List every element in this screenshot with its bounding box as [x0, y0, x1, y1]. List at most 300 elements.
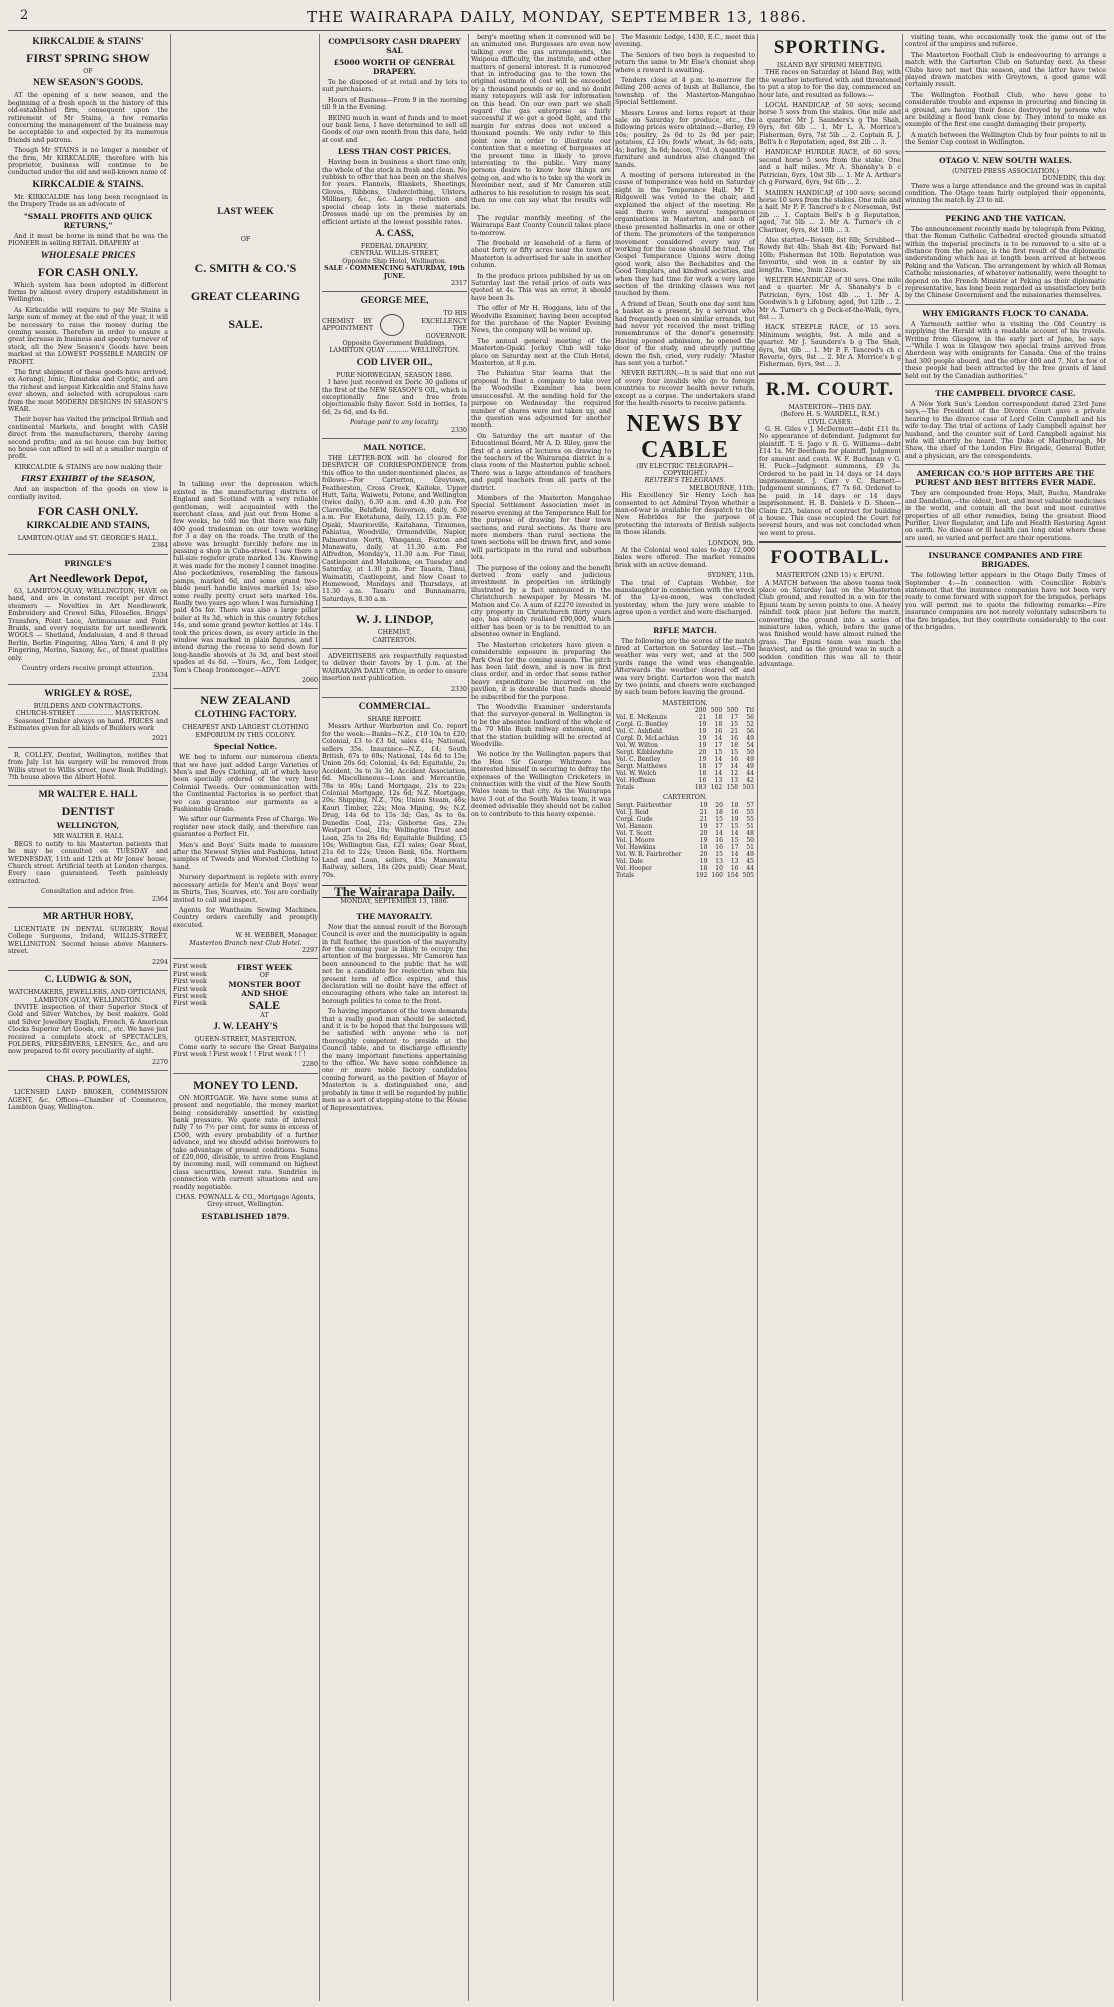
- score-cell: 16: [714, 728, 723, 736]
- table-row: [615, 802, 755, 809]
- score-cell: 19: [699, 857, 708, 865]
- score-cell: 16: [730, 735, 739, 743]
- leahy-body: Come early to secure the Great Bargains First week ! First week ! ! First week ! ! !: [173, 1043, 318, 1058]
- kirkcaldie-wholesale: WHOLESALE PRICES: [40, 250, 136, 261]
- mail-body: THE LETTER-BOX will be cleared for DESPATCH OF CORRESPONDENCE from this office to the under-mentioned places, as follows:—For Carterton, Greytown, Featherston, Cross Creek, Kaitoke, Upper Hutt, Taita, Waiwetu, Petone, and Wellington (twice daily), 6.30 a.m. and 4.30 p.m. For Clareville, Belsfield, Reiverson, daily, 6.30 a.m. For Eketahuna, daily, 12.15 p.m. For Opaki, Mauriceville, Kaitahana, Tiraumea, Pahiatua, Woodville, Ormondville, Napier, Palmerston North, Wanganui, Foxton and Manawatu, daily, at 11.30 a.m. For Alfredton, Monday's, 11.30 a.m. For Tinui, Castlepoint and Mataikona, on Tuesday and Saturday, at 1.30 p.m. For Tauera, Tinui, Waimatiti, Castlepoint, and New Coast to Homewood, Mondays and Thursdays, at 11.30 a.m. Tauaru and Bunnamarra, Saturdays, 8.30 a.m.: [322, 455, 467, 603]
- kirkcaldie-exhibit: FIRST EXHIBIT of the SEASON,: [21, 474, 155, 484]
- divider: [322, 607, 467, 608]
- score-cell: 15: [715, 850, 723, 858]
- sporting-para: LOCAL HANDICAP, of 50 sovs; second horse 5 sovs from the stakes. One mile and a quarter. Mr J. Saunders's g The Shah, 6yrs, 8st 6lb ... 1. Mr L. A. Morrice's Fisherman, 6yrs, 7st 5lb ... 2. Captain R. J. Bell's b c Reputation, aged, 8st 2lb ... 3.: [759, 102, 901, 147]
- kirkcaldie-para-3: Mr. KIRKCALDIE has long been recognised in the Drapery Trade as an advocate of: [8, 193, 168, 209]
- kirkcaldie-address: LAMBTON-QUAY and ST. GEORGE'S HALL.: [17, 535, 159, 543]
- score-cell: 18: [715, 808, 723, 816]
- insurance-heading: INSURANCE COMPANIES AND FIRE BRIGADES.: [928, 551, 1083, 570]
- score-cell: 19: [699, 801, 708, 809]
- football-body: A MATCH between the above teams took place on Saturday last on the Masterton Club ground, and resulted in a win for the Epuni team by seven points to one. A heavy rainfall took place just before the match, converting the ground into a series of miniature lakes, which, before the game was finished would have almost ruined the grass. The Epuni team was much the heaviest, and as the ground was in such a sodden condition this was all to their advantage.: [759, 579, 901, 669]
- leahy-first-week: FIRST WEEK: [236, 963, 293, 973]
- divider: [905, 464, 1106, 465]
- shooter-name: Sergt. Fairbrother: [616, 801, 672, 809]
- divider: [8, 970, 168, 971]
- divider: [173, 688, 318, 689]
- shooter-name: Vol. Hawkins: [616, 843, 656, 851]
- wrigley-ad-number: 2021: [151, 735, 168, 743]
- mayoralty-para-1: Now that the annual result of the Borough Council is over and the municipality is again in full feather, the question of the mayoralty for the coming year is likely to occupy the attention of the burgesses. Mr Cameron has been announced to the public that he will not be a candidate for reelection when his present term of office expires, and this declaration will no doubt have the effect of encouraging others who take an interest in borough politics to come to the front.: [322, 923, 467, 1005]
- table-row: [615, 809, 755, 816]
- emigrants-heading: WHY EMIGRANTS FLOCK TO CANADA.: [922, 308, 1089, 318]
- shooter-name: Vol. W. R. Fairbrother: [616, 850, 682, 858]
- compulsory-less-than-cost: LESS THAN COST PRICES.: [337, 147, 452, 157]
- cass-sale: SALE - COMMENCING SATURDAY, 19th JUNE.: [324, 265, 465, 280]
- divider: [173, 1073, 318, 1074]
- score-cell: 42: [746, 777, 754, 785]
- hall-heading: MR WALTER E. HALL: [38, 790, 138, 801]
- powles-body: LICENSED LAND BROKER, COMMISSION AGENT, &c. Offices—Chamber of Commerce, Lambton Quay, Wellington.: [8, 1089, 168, 1111]
- score-cell: 18: [714, 721, 723, 729]
- advertisers-ad-number: 2330: [450, 685, 467, 693]
- table-row: [615, 714, 755, 721]
- leahy-at: AT: [260, 1011, 269, 1019]
- score-cell: 19: [699, 822, 708, 830]
- score-cell: 45: [746, 857, 754, 865]
- colley-notice: R. COLLEY, Dentist, Wellington, notifies that from July 1st his surgery will be removed from Willis street to Willis street, (new Bank Building), 7th house above the Albert Hotel.: [8, 751, 168, 781]
- kirkcaldie-para-1: AT the opening of a new season, and the beginning of a fresh epoch in the history of this old-established firm, consequent upon the retirement of Mr Stains, a few remarks concerning the management of the business may be acceptable to and expected by its numerous friends and patrons.: [8, 92, 168, 144]
- score-cell: 14: [714, 756, 723, 764]
- total-cell: 160: [711, 871, 723, 879]
- lindop-heading: W. J. LINDOP,: [355, 612, 434, 627]
- compulsory-para-3: BEING much in want of funds and to meet our bank liens, I have determined to sell all Goods of our own month from this date, held at cost and: [322, 114, 467, 144]
- score-cell: 16: [698, 777, 707, 785]
- score-cell: 17: [714, 763, 723, 771]
- column-2: [173, 34, 318, 2001]
- shooter-name: Vol. Hooper: [616, 864, 652, 872]
- compulsory-para-2: Hours of Business—From 9 in the morning till 9 in the Evening.: [322, 96, 467, 112]
- otago-heading: OTAGO V. NEW SOUTH WALES.: [939, 155, 1072, 165]
- cable-heading: NEWS BY CABLE: [626, 410, 744, 463]
- score-cell: 19: [698, 735, 707, 743]
- nz-heading: NEW ZEALAND: [200, 693, 291, 708]
- score-cell: 19: [698, 742, 707, 750]
- otago-location: DUNEDIN, this day.: [1042, 175, 1106, 183]
- nz-para-2: We sifter our Garments Free of Charge. We register new stock daily, and therefore can guarantee a Perfect Fit.: [173, 816, 318, 839]
- cable-subheading: (BY ELECTRIC TELEGRAPH—COPYRIGHT.): [636, 462, 734, 477]
- divider: [8, 1070, 168, 1071]
- table-row: [615, 777, 755, 784]
- cable-reuter: REUTER'S TELEGRAMS.: [644, 477, 726, 485]
- hop-bitters-heading: AMERICAN CO.'S HOP BITTERS ARE THE PUREST AND BEST BITTERS EVER MADE.: [915, 469, 1096, 488]
- kirkcaldie-para-6: As Kirkcaldie will require to pay Mr Stains a large sum of money at the end of the year, it will be necessary to raise the money during the coming season. Therefore in order to ensure a great increase in business and speedy turnover of stock, all the New Season's Goods have been marked at the LOWEST POSSIBLE MARGIN OF PROFIT.: [8, 306, 168, 366]
- leahy-and-shoe: AND SHOE: [241, 988, 288, 998]
- money-signature: CHAS. POWNALL & CO., Mortgage Agents, Grey-street, Wellington.: [175, 1194, 316, 1209]
- column-rule: [468, 34, 469, 2001]
- table-row: [615, 858, 755, 865]
- cass-address: CENTRAL WILLIS-STREET,: [350, 250, 439, 258]
- cass-address-2: Opposite Ship Hotel, Wellington.: [342, 257, 447, 265]
- rifle-team-1: MASTERTON.: [662, 699, 708, 707]
- money-established: ESTABLISHED 1879.: [201, 1211, 290, 1221]
- rifle-heading: RIFLE MATCH.: [653, 625, 717, 635]
- table-row: [615, 844, 755, 851]
- score-cell: 19: [698, 721, 707, 729]
- kirkcaldie-para-7: The first shipment of these goods have arrived, ex Aorangi, Ionic, Rimutaka and Coptic, and are the richest and largest Kirkcaldie and Stains have ever shown, and selected with scrupulous care from the most MODERN DESIGNS IN SEASON'S WEAR.: [8, 368, 168, 413]
- divider: [905, 384, 1106, 385]
- score-cell: 49: [746, 735, 754, 743]
- divider: [8, 554, 168, 555]
- first-week-list: [173, 963, 211, 1019]
- score-cell: 17: [730, 714, 739, 722]
- news-para: In the produce prices published by us on Saturday last the retail price of oats was quoted at 4s. This was an error, it should have been 3s.: [471, 272, 611, 302]
- score-cell: 50: [746, 749, 754, 757]
- ludwig-ad-number: 2270: [151, 1058, 168, 1066]
- nz-subheading: CLOTHING FACTORY.: [194, 710, 297, 721]
- total-cell: 503: [742, 784, 754, 792]
- table-row: [615, 742, 755, 749]
- sporting-para: Also started—Rosser, 8st 6lb; Scrubbed—Rowdy 8st 4lb; Shah 8st 4lb; Forward 8st 10lb; Fisherman 8st 10lb. Reputation was favourite, and won in a canter by six lengths. Time, 3min 22secs.: [759, 236, 901, 274]
- news-para: The Wellington Football Club, who have gone to considerable trouble and expense in procuring and fencing in a ground, are having their fence destroyed by persons who are building a flood bank close by. They intend to make an example of the first one caught damaging their property.: [905, 91, 1106, 129]
- first-week-row: First week: [173, 992, 207, 1000]
- score-cell: 20: [699, 850, 708, 858]
- shooter-name: Sergt. Matthews: [616, 763, 667, 771]
- column-rule: [319, 34, 320, 2001]
- cable-para: His Excellency Sir Henry Loch has consented to act Admiral Tryon whether a man-of-war is available for despatch to the New Hebrides for the purpose of protecting the interests of British subjects in those islands.: [615, 492, 755, 537]
- sporting-para: THE races on Saturday at Island Bay, with the weather interfered with and threatened to put a stop to for the day, commenced an hour late, and resulted as follows:—: [759, 69, 901, 99]
- shooter-name: Vol. Dale: [616, 857, 643, 865]
- first-week-row: First week: [173, 1000, 207, 1008]
- compulsory-subheading: £5000 WORTH OF GENERAL DRAPERY.: [333, 58, 456, 76]
- kirkcaldie-goods: NEW SEASON'S GOODS.: [33, 78, 143, 89]
- table-row: [615, 823, 755, 830]
- hall-subheading: DENTIST: [61, 804, 115, 819]
- news-para: NEVER RETURN,—It is said that one out of every four invalids who go to foreign countries to recover health never return, except as a corpse. The undertakers stand for the health-resorts to receive patients.: [615, 370, 755, 408]
- nz-ad-number: 2297: [301, 946, 318, 954]
- score-cell: 18: [698, 763, 707, 771]
- ledger-letter: In talking over the depression which existed in the manufacturing districts of England and Scotland with a very reliable gentleman, well acquainted with the merchant class, and just out from Home a few weeks, he told me that there was fully 400 good tradesman on our town working for 3 a day on the roads. The truth of the above was brought forcibly before me in passing a shop in Cuba-street. I saw there a full-size register grate marked 13s. Knowing it was made for the money I cannot imagine. Also pocketknives, resembling the famous pamps, marked 6d, and some grand two-blade pearl handle knives marked 1s; also some really pretty cruet sets marked 16s. Really two years ago when I was furnishing I paid 45s for. There was also a large pillar boiler at 8s 3d, which in this country fetches 14s, and some grand pewter kettles at 14s. I took the prices down, as every article in the window was marked in plain figures, and I intend during the recess to send down for long-handle shovels at 3s 3d, and best steel spades at 4s 6d. —Yours, &c., Tom Ledger, Tom's Cheap Ironmonger.—ADVT.: [173, 481, 318, 674]
- news-para: Members of the Masterton Mangahao Special Settlement Association meet in reserve evening at the Temperance Hall for the purpose of drawing for their town sections, and rural sections. As there are more members than rural sections the town sections will be drawn first, and some will participate in the rural and suburban lots.: [471, 494, 611, 562]
- score-cell: 20: [698, 749, 707, 757]
- pringle-subheading: Art Needlework Depot,: [28, 570, 148, 585]
- score-cell: 14: [715, 829, 723, 837]
- table-row: [615, 763, 755, 770]
- score-cell: 57: [746, 801, 754, 809]
- compulsory-para-1: To be disposed of at retail and by lots to suit purchasers.: [322, 79, 467, 94]
- column-6: [759, 34, 901, 2001]
- divider: [322, 697, 467, 698]
- kirkcaldie-heading: KIRKCALDIE & STAINS': [32, 37, 144, 47]
- insurance-body: The following letter appears in the Otago Daily Times of September 4:—In connection with Councillor Robin's statement that the insurance companies have not been very ready to come forward with support for the brigades, perhaps you will permit me to quote the following remarks:—Fire insurance companies are not merely voluntary subscribers to the fire brigades, but they contribute considerably to the cost of the brigades.: [905, 572, 1106, 631]
- compulsory-para-4: Having been in business a short time only, the whole of the stock is fresh and clean. No rubbish to offer that has been on the shelves for years. Flannels, Blankets, Sheetings, Gloves, Ribbons, Underclothing, Ulsters, Millinery, &c., &c. Large reduction and special cheap lots in these materials. Dresses made up on the premises by an efficient artiste at the lowest possible rates.: [322, 159, 467, 226]
- wrigley-heading: WRIGLEY & ROSE,: [44, 688, 132, 699]
- rm-court-before: (Before H. S. WARDELL, R.M.): [780, 411, 880, 419]
- news-para: The purpose of the colony and the benefit derived from early and judicious investment in properties on strikingly illustrated by a fact announced in the Christchurch newspaper by Messrs M. Matson and Co. A sum of £2270 invested in city property in Christchurch thirty years ago, has already realised £90,000, which either has been or is to be remitted to an absentee owner in England.: [471, 564, 611, 639]
- score-cell: 54: [746, 742, 754, 750]
- news-para: We notice by the Wellington papers that the Hon Sir George Whitmore has interested himself in securing to defray the expenses of the Wellington Cricketers in connection with the visit of the New South Wales team to that city. As the Wairarapa have 3 out of the South Wales team, it was deemed advisable they should not be called on to contribute to this heavy expense.: [471, 751, 611, 818]
- news-para: A friend of Dean, South one day sent him a basket as a present, by a servant who had frequently been on similar errands, but had never yet received the most trifling remembrance of the donor's generosity. Having opened admission, he opened the door of the study, and abruptly putting down the fish, cried, very rudely: "Master has sent you a turbot.": [615, 300, 755, 368]
- otago-body: There was a large attendance and the ground was in capital condition. The Otago team fairly outplayed their opponents, winning the match by 23 to nil.: [905, 182, 1106, 205]
- kirkcaldie-cash-only: FOR CASH ONLY.: [37, 264, 139, 279]
- score-cell: 14: [730, 850, 739, 858]
- score-cell: 10: [715, 864, 723, 872]
- news-para: The Masonic Lodge, 1430, E.C., meet this evening.: [615, 34, 755, 49]
- table-row: [615, 830, 755, 837]
- leahy-of: OF: [259, 972, 270, 980]
- score-cell: 51: [746, 822, 754, 830]
- peking-heading: PEKING AND THE VATICAN.: [945, 213, 1066, 223]
- sporting-subheading: ISLAND BAY SPRING MEETING.: [776, 62, 884, 69]
- totals-row: [615, 784, 755, 791]
- score-cell: 18: [698, 770, 707, 778]
- rifle-table-2: [615, 802, 755, 879]
- shooter-name: Corpl. Gude: [616, 815, 653, 823]
- score-cell: 17: [715, 822, 723, 830]
- cable-location: SYDNEY, 11th.: [707, 572, 755, 580]
- score-cell: 17: [714, 742, 723, 750]
- first-week-row: First week: [173, 985, 207, 993]
- column-4: [471, 34, 611, 2001]
- score-cell: 55: [746, 815, 754, 823]
- news-para: Messrs Lowes and Iorns report at their sale on Saturday for produce, etc., the following prices were obtained:—Barley, £9 10s; poultry, 2s 6d to 2s 9d per pair; potatoes, £2 10s; fowls' wheat, 3s 6d; oats, 4s; barley, 3s 6d; bacon, 7½d. A quantity of furniture and sundries also changed the hands.: [615, 109, 755, 169]
- totals-label: Totals: [616, 784, 635, 792]
- compulsory-heading: COMPULSORY CASH DRAPERY SAL: [328, 37, 461, 55]
- news-para: The Masterton cricketers have given a considerable exposure in preparing the Park Oval for the coming season. The pitch has been laid down, and is now in first class order, and in order that some rather heavy expenditure be incurred on the pavilion, it is desirable that funds should be subscribed for the purpose.: [471, 641, 611, 701]
- news-para: The Pahiatua Star learns that the proposal to float a company to take over the Woodville Examiner has been unsuccessful. At the sending hold for the purpose on Wednesday the required number of shares were not taken up, and the question was adjourned for another month.: [471, 370, 611, 430]
- column-rule: [170, 34, 171, 2001]
- divider: [8, 684, 168, 685]
- hop-bitters-body: They are compounded from Hops, Malt, Buchu, Mandrake and Dandelion,—the oldest, best, and most valuable medicines in the world, and contain all the best and most curative properties of all other remedies, being the greatest Blood Purifier, Liver Regulator, and Life and Health Restoring Agent on earth. No disease or ill health can long exist where these are used, so varied and perfect are their operations.: [905, 490, 1106, 542]
- divider: [8, 907, 168, 908]
- ledger-ad-number: 2060: [301, 676, 318, 684]
- score-cell: 21: [699, 808, 708, 816]
- score-cell: 15: [714, 749, 723, 757]
- hall-tail: Consultation and advice free.: [41, 888, 135, 896]
- news-para: visiting team, who occasionally took the game out of the control of the umpires and referee.: [905, 34, 1106, 49]
- rm-court-body: G. H. Giles v J. McDermott—debt £11 8s. No appearance of defendant. Judgment for plaintiff. T. S. Jago v R. G. Williams—debt £14 1s. Mr Beetham for plaintiff. Judgment for amount and costs. W. F. Buchanan v G. H. Puck—Judgment summons, £9 3s. Ordered to be paid in 14 days or 14 days imprisonment. J. Carr v C. Barnett—Judgement summons, £7 7s 6d. Ordered to be paid in 14 days or 14 days imprisonment. H. B. Daniels v D. Sheen—Claim £25, balance of contract for building a house. This case occupied the Court for several hours, and was not concluded when we went to press.: [759, 426, 901, 537]
- commercial-body: Messrs Arthur Warburton and Co. report for the week:—Banks—N.Z., £19 10s to £20; Colonial, £3 to £3 6d, sales 41s; National, sellers 35s. Insurance—N.Z., £4; South British, 67s to 69s; National, 14s 6d to 15s; Union 20s 6d; Colonial, 4s 6d; Equitable, 2s; Accident, 3s to 3s 3d; Accident Association, 6d. Miscellaneous—Loan and Mercantile, 78s to 80s; Land Mortgage, 21s to 22s; Colonial Mortgage, 12s 6d; N.Z. Mortgage, 20s; Shipping, N.Z., 70s; Union Steam, 46s; Kauri Timber, 22s; Moa Mining, 9s; N.Z. Drug, 14s 6d to 15s 3d; Gas, 4s to 6s. Dunedin Coal, 21s; Gisborne Gas, 23s; Westport Coal, 18s; Wellington Trust and Loan, 25s to 26s 6d; Equitable Building, £5 10s; Wellington Gas, £21 sales; Gear Meat, 21s 6d to 22s; Union Bank, 65s. Northern Land and Loan, sellers, 45s; Manawatu Railway, sellers, 18s (20s paid); Gear Meat, 70s.: [322, 723, 467, 879]
- hoby-ad-number: 2294: [151, 958, 168, 966]
- kirkcaldie-cash-only-2: FOR CASH ONLY.: [37, 504, 139, 519]
- mee-address: LAMBTON QUAY ........... WELLINGTON.: [329, 347, 460, 355]
- score-cell: 49: [746, 850, 754, 858]
- paper-title: The Wairarapa Daily.: [322, 885, 467, 898]
- divider: [905, 151, 1106, 152]
- column-header: 500: [726, 707, 739, 715]
- score-cell: 18: [714, 714, 723, 722]
- score-cell: 20: [699, 829, 708, 837]
- masthead-title: THE WAIRARAPA DAILY, MONDAY, SEPTEMBER 13, 1886.: [307, 8, 807, 26]
- mee-pure: PURE NORWEGIAN, SEASON 1886.: [336, 371, 453, 379]
- mee-line-2: TO HIS EXCELLENCY THE GOVERNOR.: [421, 310, 467, 340]
- column-1: [8, 34, 168, 2001]
- lindop-subheading: CHEMIST,: [377, 629, 412, 637]
- wrigley-body: Seasoned Timber always on hand. PRICES and Estimates given for all kinds of Builders work: [8, 717, 168, 732]
- mayoralty-heading: THE MAYORALTY.: [356, 911, 433, 921]
- money-body: ON MORTGAGE. We have some sums at present and negotiable, the money market being considerably unsettled by existing bank pressure. We quote rate of interest fully 7 to 7½ per cent. for sums in excess of £500, with every probability of a further advance, and we should advise borrowers to take advantage of present conditions. Sums of £20,000, divisible, to arrive from England by incoming mail, will command on highest class securities, lowest rate. Sundries in connection with current situations and are readily negotiable.: [173, 1094, 318, 1191]
- column-header: 500: [710, 707, 723, 715]
- kirkcaldie-para-2: Though Mr STAINS is no longer a member of the firm, Mr KIRKCALDIE, therefore with his proprietor, business will continue to be conducted under the old and well-known name of: [8, 147, 168, 177]
- smith-firm-name: C. SMITH & CO.'S: [194, 261, 297, 276]
- table-row: [615, 728, 755, 735]
- kirkcaldie-quote: "SMALL PROFITS AND QUICK RETURNS,": [23, 211, 153, 230]
- football-subheading: MASTERTON (2ND 15) v. EPUNI.: [776, 572, 884, 580]
- mee-opposite: Opposite Government Buildings,: [342, 339, 447, 347]
- leahy-monster: MONSTER BOOT: [228, 979, 301, 989]
- column-rule: [902, 34, 903, 2001]
- leahy-ad-number: 2280: [301, 1061, 318, 1069]
- score-cell: 18: [699, 843, 708, 851]
- column-7: [905, 34, 1106, 2001]
- pringle-body: 63, LAMBTON-QUAY, WELLINGTON, HAVE on hand, and are in constant receipt per direct steamers — Novelties in Art Needlework, Embroidery and Crewel Silks, Filoselles, Briggs' Transfers, Point Lace, Antimacassar and Point Braids, and every requisite for art needlework. WOOLS — Shetland, Andalusian, 4 and 8 thread Berlin, Berlin Fingering, Alloa Yarn, 4 and 8 ply Fingering, Merino, Saxony, &c., of finest qualities only.: [8, 587, 168, 662]
- score-cell: 15: [730, 749, 739, 757]
- score-cell: 16: [715, 836, 723, 844]
- pringle-heading: PRINGLE'S: [64, 558, 112, 568]
- cable-para: At the Colonial wool sales to-day 12,000 bales were offered. The market remains brisk with an active demand.: [615, 546, 755, 569]
- table-row: [615, 851, 755, 858]
- rm-court-subheading: MASTERTON—THIS DAY.: [788, 403, 872, 411]
- nz-tagline: CHEAPEST AND LARGEST CLOTHING EMPORIUM IN THIS COLONY.: [182, 724, 309, 739]
- sporting-para: MAIDEN HANDICAP, of 100 sovs; second horse 10 sovs from the stakes. One mile and a half. Mr P. F. Tancred's b c Norseman, 9st 2lb ... 1. Captain Bell's b g Reputation, aged, 7st 5lb ... 2. Mr A. Turnor's ch c Chariner, 6yrs, 8st 10lb ... 3.: [759, 189, 901, 234]
- smith-of: OF: [240, 236, 251, 243]
- score-cell: 15: [730, 721, 739, 729]
- otago-subheading: (UNITED PRESS ASSOCIATION.): [952, 167, 1059, 175]
- column-header: Ttl: [745, 707, 754, 715]
- shooter-name: Vol. Hanson: [616, 822, 653, 830]
- emigrants-body: A Yarmouth settler who is visiting the Old Country is supplying the Herald with a readable account of his travels. Writing from Glasgow, in the early part of June, he says:—"While I was in Glasgow two special trains arrived from Aberdeen way with emigrants for Canada. One of the trains had 300 people aboard, and the other 400 and 7. Not a few of these people had been attracted by the free grants of land held out by the Canadian authorities.": [905, 320, 1106, 380]
- masthead-rule: [8, 30, 1106, 31]
- lindop-city: CARTERTON.: [372, 636, 417, 644]
- rifle-table-1: [615, 707, 755, 791]
- mee-ad-number: 2330: [450, 426, 467, 434]
- ludwig-heading: C. LUDWIG & SON,: [44, 975, 132, 986]
- score-cell: 21: [698, 714, 707, 722]
- wrigley-subheading: BUILDERS AND CONTRACTORS.: [33, 702, 143, 710]
- column-3: [322, 34, 467, 2001]
- rifle-rows-1: [615, 714, 755, 791]
- hoby-heading: MR ARTHUR HOBY,: [42, 912, 134, 923]
- leahy-address: QUEEN-STREET, MASTERTON.: [194, 1036, 297, 1044]
- score-cell: 12: [730, 770, 739, 778]
- score-cell: 18: [730, 742, 739, 750]
- smith-last-week: LAST WEEK: [217, 207, 274, 217]
- divider: [759, 541, 901, 543]
- advertisers-notice: ADVERTISERS are respectfully requested to deliver their favors by 1 p.m. at the WAIRARAPA DAILY Office, in order to ensure insertion next publication.: [322, 652, 467, 683]
- kirkcaldie-para-8: Their buyer has visited the principal British and continental Markets, and bought with CASH direct from the manufacturers, thereby saving second profits; and as no house can buy better, no house can afford to sell at a smaller margin of profit.: [8, 416, 168, 461]
- score-cell: 16: [730, 808, 739, 816]
- score-cell: 13: [714, 777, 723, 785]
- news-para: The regular monthly meeting of the Wairarapa East County Council takes place to-morrow.: [471, 214, 611, 237]
- score-cell: 14: [730, 829, 739, 837]
- mayoralty-para-2: To having importance of the town demands that a really good man should be selected, and it is to be hoped that the burgesses will be satisfied with anyone who is not thoroughly competent to preside at the Council table, and to discharge efficiently the many important functions appertaining to the office. We have some confidence in one or more noble factory candidates coming forward, as the position of Mayor of Masterton is a distinguished one, and probably in time it will be regarded by public men as a sort of stepping-stone to the House of Representatives.: [322, 1008, 467, 1112]
- shooter-name: Vol. C. Ashfield: [616, 728, 662, 736]
- cass-heading: A. CASS,: [375, 228, 414, 239]
- score-cell: 56: [746, 714, 754, 722]
- hall-city: WELLINGTON,: [56, 821, 120, 831]
- score-cell: 44: [746, 770, 754, 778]
- shooter-name: Vol. J. Moore: [616, 836, 655, 844]
- divider: [8, 785, 168, 786]
- score-cell: 49: [746, 756, 754, 764]
- pringle-tail: Country orders receive prompt attention.: [21, 664, 155, 672]
- table-row: [615, 749, 755, 756]
- first-week-row: First week: [173, 978, 207, 986]
- score-cell: 13: [730, 777, 739, 785]
- kirkcaldie-para-9: KIRKCALDIE & STAINS are now making their: [14, 463, 162, 471]
- score-cell: 19: [730, 815, 739, 823]
- table-row: [615, 756, 755, 763]
- peking-body: The announcement recently made by telegraph from Peking, that the Roman Catholic Cathedral erected grounds situated within the imperial precincts is to be removed to a site at a distance from the palace, is the first result of the diplomatic understanding which has at length been arrived at between Peking and the Vatican. The arrangement by which all Roman Catholic missionaries, of whatever nationality, were thought to depend on the French Minister at Peking as their diplomatic representative, has long been regarded as unsatisfactory both by the Chinese Government and the missionaries themselves.: [905, 225, 1106, 300]
- mail-heading: MAIL NOTICE.: [363, 443, 426, 453]
- divider: [615, 621, 755, 622]
- total-cell: 158: [726, 784, 739, 792]
- totals-row: [615, 872, 755, 879]
- page-number: 2: [20, 8, 30, 23]
- nz-para-3: Men's and Boys' Suits made to measure after the Newest Styles and Fashions, latest samples of Tweeds and Worsted Clothing to hand.: [173, 841, 318, 871]
- column-rule: [613, 34, 614, 2001]
- kirkcaldie-of: OF: [83, 68, 93, 75]
- sporting-para: HANDICAP HURDLE RACE, of 60 sovs; second horse 5 sovs from the stake. One and a half miles. Mr A. Shanahy's b c Patrician, 6yrs, 10st 3lb ... 1. Mr A. Arthur's ch g Forward, 6yrs, 9st 6lb ... 2.: [759, 149, 901, 187]
- divider: [905, 209, 1106, 210]
- divider: [322, 648, 467, 649]
- first-week-row: First week: [173, 963, 207, 971]
- kirkcaldie-para-4: And it must be borne in mind that he was the PIONEER in selling RETAIL DRAPERY at: [8, 232, 168, 248]
- divider: [322, 291, 467, 292]
- cable-location: LONDON, 9th.: [708, 539, 755, 547]
- score-cell: 14: [714, 735, 723, 743]
- table-row: [615, 721, 755, 728]
- football-heading: FOOTBALL.: [770, 547, 890, 569]
- news-para: The annual general meeting of the Masterton-Opaki Jockey Club will take place on Saturday next at the Club Hotel, Masterton, at 8 p.m.: [471, 337, 611, 368]
- divorce-body: A New York Sun's London correspondent dated 23rd June says,—The President of the Divorce Court gave a private hearing to the divorce case of Lord Colin Campbell and his wife to-day. The trial of actions of Lady Campbell against her husband, and the counter suit of Lord Campbell against his wife will shortly be heard. The Duke of Marlborough, Mr Shaw, the chief of the London Fire Brigade, General Butler, and a physician, are the corespondents.: [905, 401, 1106, 460]
- score-cell: 16: [730, 864, 739, 872]
- leahy-name: J. W. LEAHY'S: [213, 1022, 278, 1033]
- score-cell: 20: [715, 801, 723, 809]
- shooter-name: Corpl. G. Bentley: [616, 721, 669, 729]
- sporting-para: WELTER HANDICAP, of 30 sovs. One mile and a quarter. Mr A. Shanahy's b c Patrician, 6yrs, 10st 4lb ... 1. Mr A. Goodwin's b g Lifebuoy, aged, 9st 12lb ... 2. Mr A. Turner's ch g Deck-of-the-Walk, 6yrs, 8st ... 3.: [759, 276, 901, 321]
- shooter-name: Vol. W. Welch: [616, 770, 657, 778]
- news-para: A match between the Wellington Club by four points to nil in the Senior Cup contest in Wellington.: [905, 131, 1106, 147]
- news-para: The Seniors of two boys is requested to return the same to Mr Eise's chemist shop where a reward is awaiting.: [615, 51, 755, 74]
- shooter-name: Sergt. Kibblewhite: [616, 749, 674, 757]
- score-cell: 51: [746, 843, 754, 851]
- wrigley-address: CHURCH-STREET .................. MASTERTON.: [15, 710, 161, 718]
- nz-para-1: WE beg to inform our numerous clients that we have just added Large Varieties of Men's and Boys Clothing, all of which have been specially ordered of the very best Colonial Tweeds. Our communication with the Continental Factories is so perfect that we can guarantee our garments as a Fashionable Grade.: [173, 754, 318, 814]
- pringle-ad-number: 2334: [151, 672, 168, 680]
- score-cell: 52: [746, 721, 754, 729]
- table-row: [615, 865, 755, 872]
- total-cell: 192: [695, 871, 708, 879]
- nz-signature: W. H. WEBBER, Manager.: [235, 932, 318, 940]
- divider: [759, 373, 901, 375]
- score-cell: 21: [699, 815, 708, 823]
- smith-great-clearing: GREAT CLEARING: [190, 289, 301, 304]
- rifle-body: The following are the scores of the match fired at Carterton on Saturday last.—The weather was very wet, and at the 500 yards range the wind was changeable. Afterwards the weather cleared off and was very bright. Carterton won the match by two points, and cheers were exchanged by each team before leaving the ground.: [615, 637, 755, 697]
- score-cell: 14: [730, 763, 739, 771]
- nz-special-notice: Special Notice.: [213, 742, 278, 752]
- paper-date: MONDAY, SEPTEMBER 13, 1886.: [340, 898, 449, 906]
- news-para: The freehold or leasehold of a farm of about forty or fifty acres near the town of Masterton is advertised for sale in another column.: [471, 239, 611, 270]
- leahy-ad: [173, 963, 318, 1019]
- totals-label: Totals: [616, 871, 635, 879]
- table-row: [615, 735, 755, 742]
- kirkcaldie-ad-number: 2384: [151, 542, 168, 550]
- cable-location: MELBOURNE, 11th.: [689, 484, 755, 492]
- score-cell: 19: [698, 728, 707, 736]
- ludwig-subheading: WATCHMAKERS, JEWELLERS, AND OPTICIANS,: [8, 989, 168, 997]
- news-para: The Masterton Football Club is endeavouring to arrange a match with the Carterton Club on Saturday next. As these Clubs have not met this season, and the latter have twice played drawn matches with Greytown, a good game will certainly result.: [905, 51, 1106, 89]
- mee-line-1: CHEMIST BY APPOINTMENT: [322, 317, 374, 333]
- score-cell: 16: [715, 843, 723, 851]
- table-row: [615, 837, 755, 844]
- table-row: [615, 816, 755, 823]
- score-cell: 48: [746, 829, 754, 837]
- sporting-para: HACK STEEPLE RACE, of 15 sovs. Minimum weights, 9st. A mile and a quarter. Mr J. Saunders's b g The Shah, 6yrs, 9st 6lb ... 1. Mr P. F. Tancred's ch c Reverie, 6yrs, 9st ... 2. Mr A. Morrice's b g Fisherman, 6yrs, 9st ... 3.: [759, 324, 901, 369]
